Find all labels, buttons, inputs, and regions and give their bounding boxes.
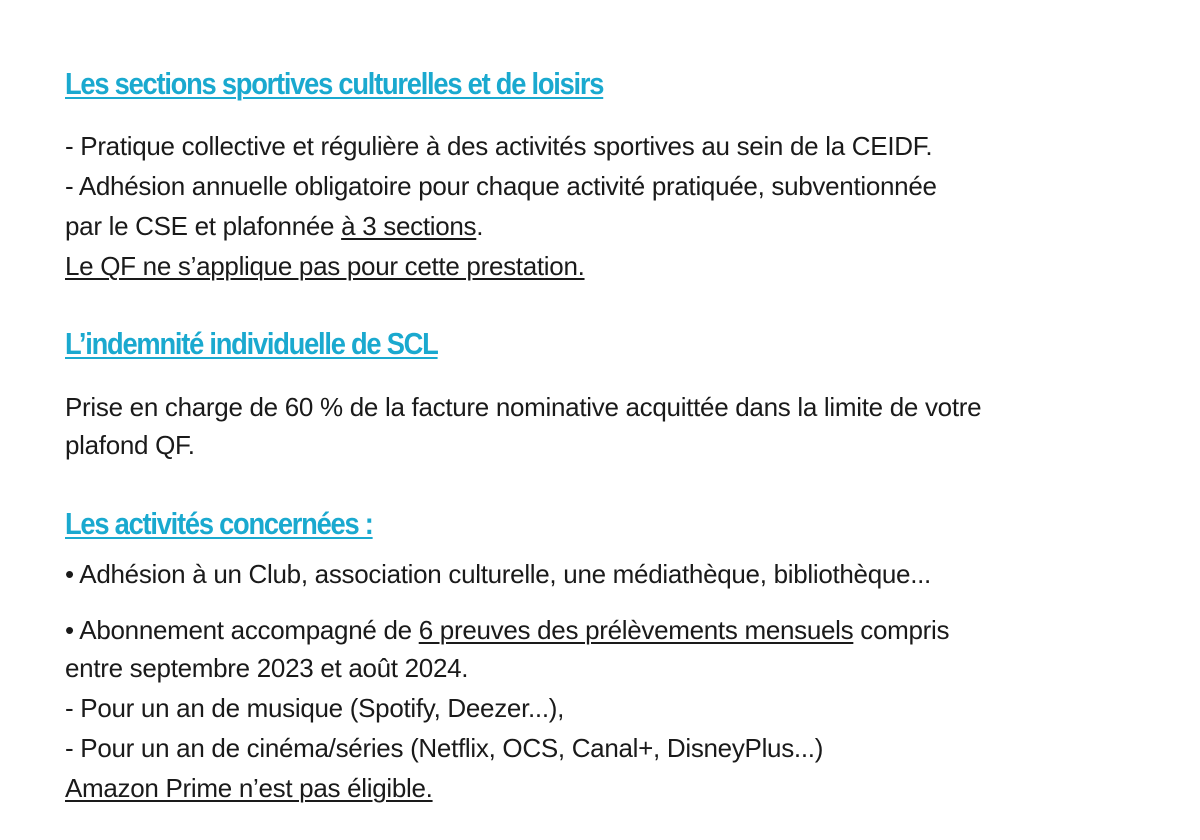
- paragraph-line: [65, 209, 483, 243]
- underlined-limit-text: à 3 sections: [341, 211, 477, 241]
- paragraph-line: - Pratique collective et régulière à des activités sportives au sein de la CEIDF.: [65, 131, 933, 161]
- sub-item: - Pour un an de musique (Spotify, Deezer...),: [65, 693, 565, 723]
- text-segment: compris: [853, 615, 950, 645]
- text-segment: • Abonnement accompagné de: [65, 615, 419, 645]
- text-segment: .: [476, 211, 484, 241]
- bullet-item: [65, 613, 949, 647]
- amazon-note: Amazon Prime n’est pas éligible.: [65, 773, 433, 803]
- section-heading-indemnite: L’indemnité individuelle de SCL: [65, 326, 438, 361]
- underlined-proof-text: 6 preuves des prélèvements mensuels: [418, 615, 854, 645]
- paragraph-line: Prise en charge de 60 % de la facture nominative acquittée dans la limite de votre: [65, 392, 982, 422]
- qf-note: Le QF ne s’applique pas pour cette prestation.: [65, 251, 585, 281]
- paragraph-line: plafond QF.: [65, 430, 195, 460]
- bullet-item: • Adhésion à un Club, association culturelle, une médiathèque, bibliothèque...: [65, 559, 931, 589]
- text-segment: par le CSE et plafonnée: [65, 211, 342, 241]
- paragraph-line: - Adhésion annuelle obligatoire pour chaque activité pratiquée, subventionnée: [65, 171, 937, 201]
- sub-item: - Pour un an de cinéma/séries (Netflix, OCS, Canal+, DisneyPlus...): [65, 733, 824, 763]
- section-heading-sections-sportives: Les sections sportives culturelles et de loisirs: [65, 66, 604, 101]
- section-heading-activites: Les activités concernées :: [65, 506, 373, 541]
- paragraph-line: entre septembre 2023 et août 2024.: [65, 653, 469, 683]
